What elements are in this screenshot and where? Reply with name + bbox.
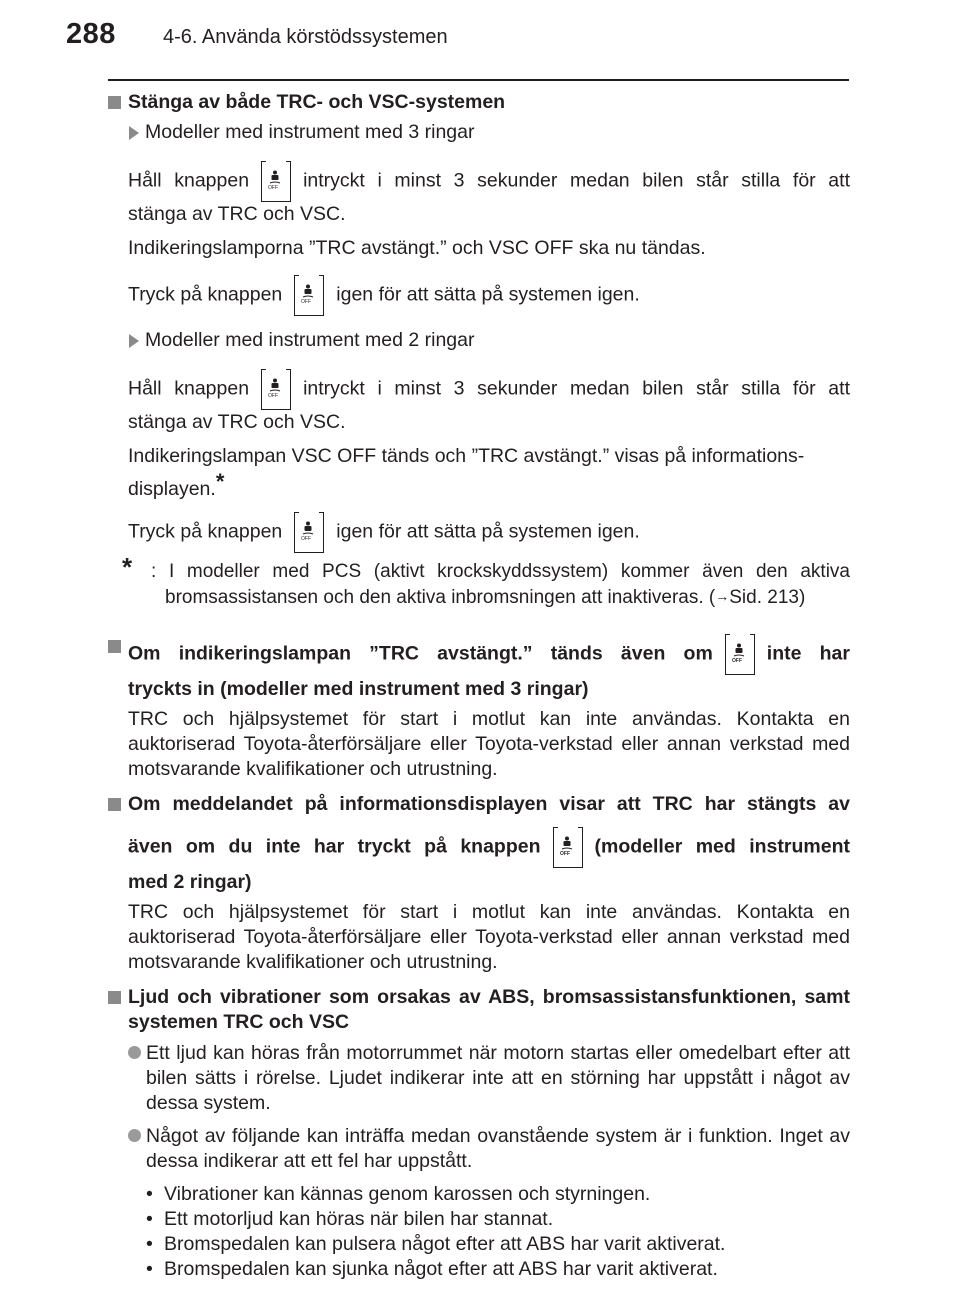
section-heading-trc-lamp-on (108, 634, 850, 675)
page-number: 288 (66, 18, 116, 50)
subheading-model-3-rings (108, 120, 850, 145)
subheading-model-2-rings (108, 328, 850, 353)
svg-text:OFF: OFF (301, 299, 312, 304)
footnote-line1: : I modeller med PCS (aktivt krockskyddssystem) kommer även den aktiva (151, 561, 850, 582)
text: bromsassistansen och den aktiva inbromsningen att inaktiveras. ( (165, 587, 716, 608)
symptom-list (108, 1182, 850, 1282)
text: Tryck på knappen (128, 283, 283, 306)
svg-text:OFF: OFF (731, 658, 742, 663)
subheading-text: Modeller med instrument med 2 ringar (145, 329, 475, 351)
hold-button-line (108, 161, 850, 202)
text: Om meddelandet på informationsdisplayen visar att TRC har stängts av (128, 793, 850, 815)
gray-square-icon (108, 96, 121, 109)
footnote-star: * (215, 469, 225, 494)
vsc-off-button-icon (294, 275, 324, 316)
text: Ljud och vibrationer som orsakas av ABS, bromsassistansfunktionen, samt systemen TRC och VSC (128, 986, 850, 1033)
text: igen för att sätta på systemen igen. (336, 283, 640, 306)
list-item: • Vibrationer kan kännas genom karossen och styrningen. (146, 1182, 850, 1207)
page-content (108, 90, 850, 1282)
text: intryckt i minst 3 sekunder medan bilen står stilla för att (303, 377, 850, 400)
hold-button-line (108, 369, 850, 410)
gray-circle-icon (128, 1046, 141, 1059)
press-button-line (108, 275, 850, 316)
gray-square-icon (108, 640, 121, 653)
section-heading-trc-message (108, 792, 850, 817)
section-heading-turn-off-trc-vsc (108, 90, 850, 115)
svg-text:OFF: OFF (268, 185, 279, 190)
text: intryckt i minst 3 sekunder medan bilen står stilla för att (303, 169, 850, 192)
list-item: • Bromspedalen kan pulsera något efter att ABS har varit aktiverat. (146, 1232, 850, 1257)
footnote-star: * (122, 552, 133, 582)
list-item: • Bromspedalen kan sjunka något efter att ABS har varit aktiverat. (146, 1257, 850, 1282)
heading-text: Stänga av både TRC- och VSC-systemen (128, 91, 506, 113)
section-heading-abs-noise (108, 985, 850, 1035)
text: Tryck på knappen (128, 520, 283, 543)
text: Håll knappen (128, 169, 250, 192)
text: Om indikeringslampan ”TRC avstängt.” tänds även om (128, 642, 713, 665)
text: Ett ljud kan höras från motorrummet när motorn startas eller omedelbart efter att bilen sätts i rörelse. Ljudet indikerar inte att en störning har uppstått i något av dessa system. (146, 1042, 850, 1114)
indicator-text-line2 (108, 469, 850, 502)
hold-button-line-cont: stänga av TRC och VSC. (128, 411, 346, 433)
svg-text:OFF: OFF (301, 536, 312, 541)
svg-text:OFF: OFF (559, 851, 570, 856)
section-heading-cont: tryckts in (modeller med instrument med 3 ringar) (128, 678, 589, 700)
text: Något av följande kan inträffa medan ovanstående system är i funktion. Inget av dessa indikerar att ett fel har uppstått. (146, 1125, 850, 1172)
vsc-off-button-icon (553, 827, 583, 868)
section-body: TRC och hjälpsystemet för start i motlut kan inte användas. Kontakta en auktoriserad Toyota-återförsäljare eller Toyota-verkstad eller annan verkstad med motsvarande kvalifikationer och utrustning. (128, 708, 850, 780)
footnote-line2 (128, 584, 850, 610)
vsc-off-button-icon (725, 634, 755, 675)
list-item: • Ett motorljud kan höras när bilen har stannat. (146, 1207, 850, 1232)
svg-text:OFF: OFF (268, 393, 279, 398)
section-heading-cont2: med 2 ringar) (128, 871, 252, 893)
header-divider (108, 79, 849, 81)
vsc-off-button-icon (261, 369, 291, 410)
text: igen för att sätta på systemen igen. (336, 520, 640, 543)
chapter-title: 4-6. Använda körstödssystemen (163, 26, 448, 48)
gray-triangle-icon (129, 126, 139, 140)
page-reference: Sid. 213) (729, 587, 806, 608)
section-heading-cont (108, 827, 850, 868)
indicator-text: Indikeringslamporna ”TRC avstängt.” och VSC OFF ska nu tändas. (128, 237, 706, 259)
gray-circle-icon (128, 1129, 141, 1142)
section-body: TRC och hjälpsystemet för start i motlut kan inte användas. Kontakta en auktoriserad Toyota-återförsäljare eller Toyota-verkstad eller annan verkstad med motsvarande kvalifikationer och utrustning. (128, 901, 850, 973)
vsc-off-button-icon (261, 161, 291, 202)
subheading-text: Modeller med instrument med 3 ringar (145, 121, 475, 143)
gray-square-icon (108, 991, 121, 1004)
text: inte har (766, 642, 850, 665)
point-engine-noise (108, 1041, 850, 1116)
point-may-occur (108, 1124, 850, 1174)
text: displayen. (128, 478, 216, 500)
indicator-text-line1: Indikeringslampan VSC OFF tänds och ”TRC avstängt.” visas på informations- (128, 445, 805, 467)
text: Håll knappen (128, 377, 250, 400)
arrow-icon: → (715, 588, 730, 604)
press-button-line (108, 512, 850, 553)
gray-square-icon (108, 798, 121, 811)
gray-triangle-icon (129, 334, 139, 348)
hold-button-line-cont: stänga av TRC och VSC. (128, 203, 346, 225)
vsc-off-button-icon (294, 512, 324, 553)
footnote (108, 552, 850, 610)
text: även om du inte har tryckt på knappen (128, 835, 541, 858)
text: (modeller med instrument (594, 835, 850, 858)
